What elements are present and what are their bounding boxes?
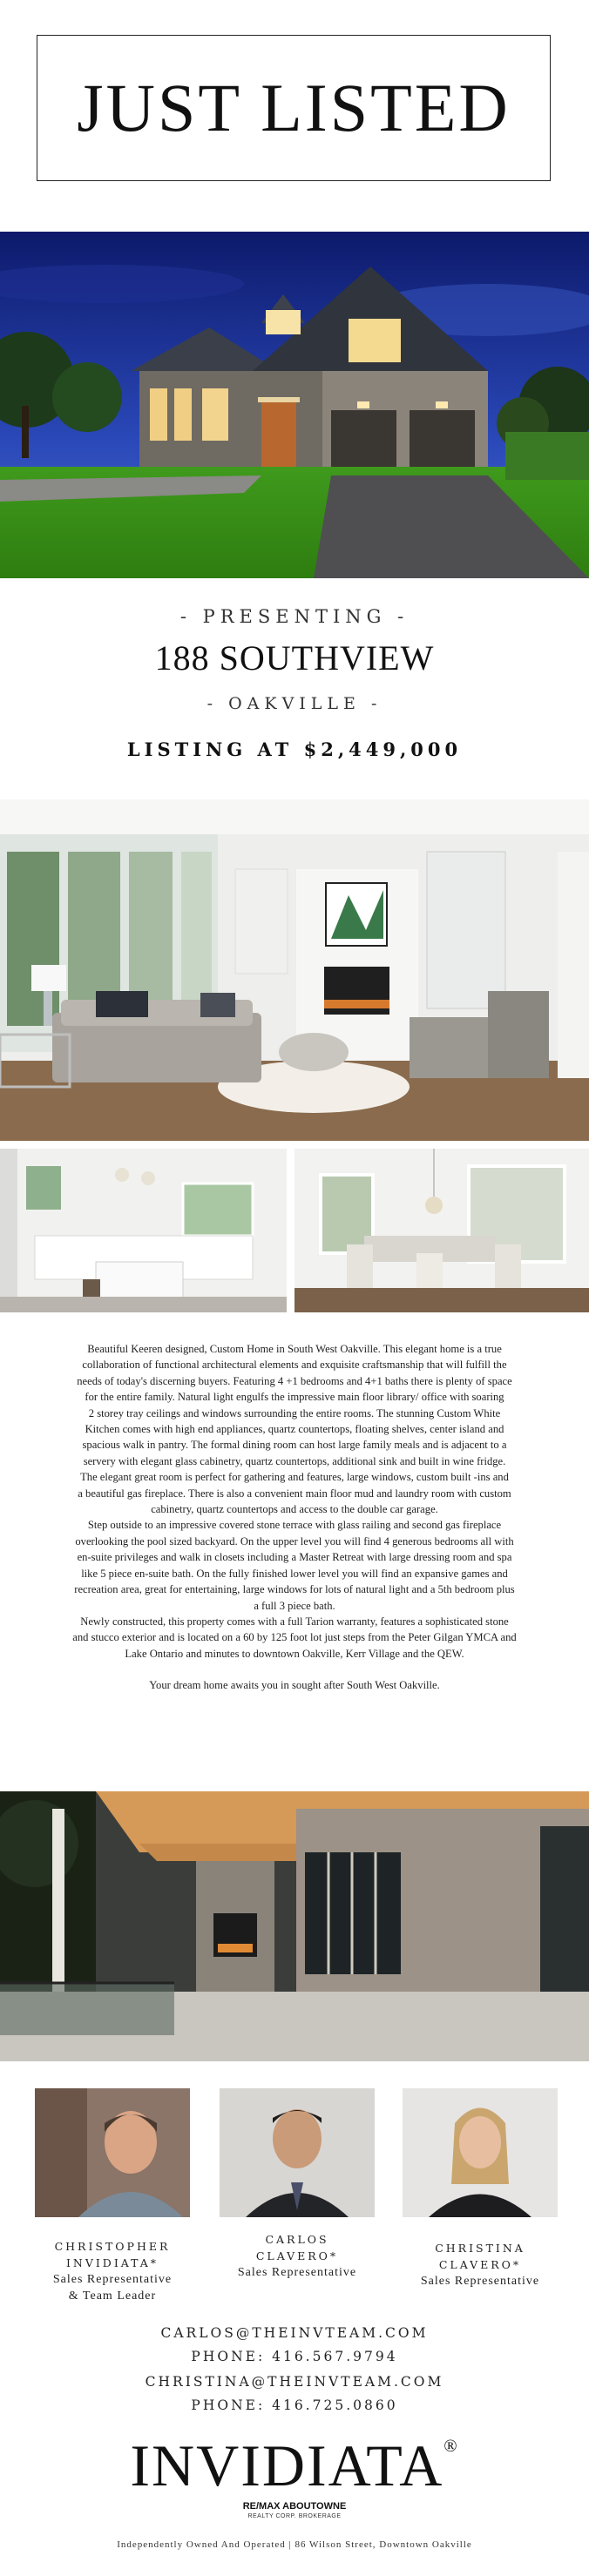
description-line: spacious walk in pantry. The formal dining room can host large family meals and is adjacent to a (82, 1439, 507, 1452)
description-line: recreation area, great for entertaining, large windows for lots of natural light and a 5th bedroom plus (74, 1583, 515, 1596)
registered-mark: ® (443, 2437, 459, 2456)
description-line: servery with elegant glass cabinetry, quartz countertops, additional sink and built in wine fridge. (83, 1454, 506, 1467)
invidiata-logo (0, 2431, 589, 2500)
description-line: Lake Ontario and minutes to downtown Oakville, Kerr Village and the QEW. (125, 1647, 464, 1660)
description-line: Step outside to an impressive covered stone terrace with glass railing and second gas fireplace (87, 1519, 502, 1532)
agent-photo-christopher (35, 2088, 190, 2217)
description-line: The elegant great room is perfect for gathering and features, large windows, custom built -ins and (80, 1471, 509, 1484)
remax-subtitle: REALTY CORP. BROKERAGE (247, 2513, 342, 2519)
agent-card-christopher (26, 2238, 199, 2304)
description-line: and stucco exterior and is located on a 60 by 125 foot lot just steps from the Peter Gilgan YMCA and (72, 1631, 517, 1644)
description-line: cabinetry, quartz countertops and access to the double car garage. (151, 1503, 438, 1516)
phone-carlos[interactable]: PHONE: 416.567.9794 (191, 2349, 398, 2364)
agent-card-christina (394, 2240, 566, 2289)
description-line: en-suite privileges and walk in closets including a Master Retreat with large dressing room and spa (77, 1551, 512, 1564)
remax-name: RE/MAX ABOUTOWNE (242, 2501, 347, 2512)
agent-surname: INVIDIATA* (65, 2256, 159, 2269)
description-line: collaboration of functional architectural elements and exquisite craftsmanship that will fulfill the (82, 1359, 507, 1372)
agent-name: CHRISTOPHER (54, 2240, 171, 2253)
description-line: for the entire family. Natural light engulfs the impressive main floor library/ office with soaring (85, 1391, 504, 1404)
description-line: Beautiful Keeren designed, Custom Home in South West Oakville. This elegant home is a true (87, 1343, 502, 1355)
description-line: Kitchen comes with high end appliances, quartz countertops, floating shelves, center island and (85, 1423, 504, 1436)
agent-role: Sales Representative (52, 2273, 173, 2286)
listing-city: - OAKVILLE - (206, 694, 383, 713)
terrace-photo (0, 1791, 589, 2061)
footer-address: Independently Owned And Operated | 86 Wilson Street, Downtown Oakville (117, 2539, 472, 2550)
email-link-carlos[interactable]: CARLOS@THEINVTEAM.COM (160, 2325, 429, 2341)
logo-text: INVIDIATA (130, 2432, 444, 2498)
agent-photo-christina (403, 2088, 558, 2217)
email-link-christina[interactable]: CHRISTINA@THEINVTEAM.COM (145, 2374, 444, 2390)
description-line: a beautiful gas fireplace. There is also a convenient main floor mud and laundry room with custom (78, 1487, 511, 1500)
agent-name: CHRISTINA (435, 2242, 525, 2255)
agent-surname: CLAVERO* (438, 2258, 522, 2271)
agent-photo-carlos (220, 2088, 375, 2217)
agent-role: Sales Representative (420, 2275, 540, 2288)
description-line: like 5 piece en-suite bath. On the fully finished lower level you will find an expansive games and (81, 1567, 508, 1580)
agent-role-extra: & Team Leader (68, 2289, 157, 2303)
listing-price: LISTING AT $2,449,000 (126, 738, 463, 760)
agent-name: CARLOS (265, 2233, 329, 2246)
property-description (44, 1341, 545, 1694)
description-line: needs of today's discerning buyers. Featuring 4 +1 bedrooms and 4+1 baths there is plenty of space (77, 1374, 512, 1387)
agent-card-carlos (211, 2231, 383, 2281)
description-line: Newly constructed, this property comes with a full Tarion warranty, features a sophisticated stone (80, 1615, 509, 1628)
kitchen-photo (0, 1149, 287, 1312)
description-line: overlooking the pool sized backyard. On the upper level you will find 4 generous bedrooms all with (75, 1534, 514, 1548)
phone-christina[interactable]: PHONE: 416.725.0860 (191, 2397, 398, 2413)
listing-address: 188 SOUTHVIEW (154, 638, 435, 678)
remax-logo (240, 2502, 349, 2521)
description-line: a full 3 piece bath. (254, 1599, 335, 1612)
agent-surname: CLAVERO* (255, 2249, 339, 2262)
description-line: 2 storey tray ceilings and windows surrounding the entire rooms. The stunning Custom White (88, 1406, 501, 1419)
header-frame (37, 35, 551, 181)
description-closing: Your dream home awaits you in sought after South West Oakville. (149, 1679, 440, 1692)
living-room-photo (0, 799, 589, 1141)
page-title: JUST LISTED (77, 70, 511, 145)
presenting-label: - PRESENTING - (179, 606, 410, 627)
agent-role: Sales Representative (237, 2266, 357, 2279)
exterior-photo (0, 232, 589, 578)
dining-photo (294, 1149, 589, 1312)
